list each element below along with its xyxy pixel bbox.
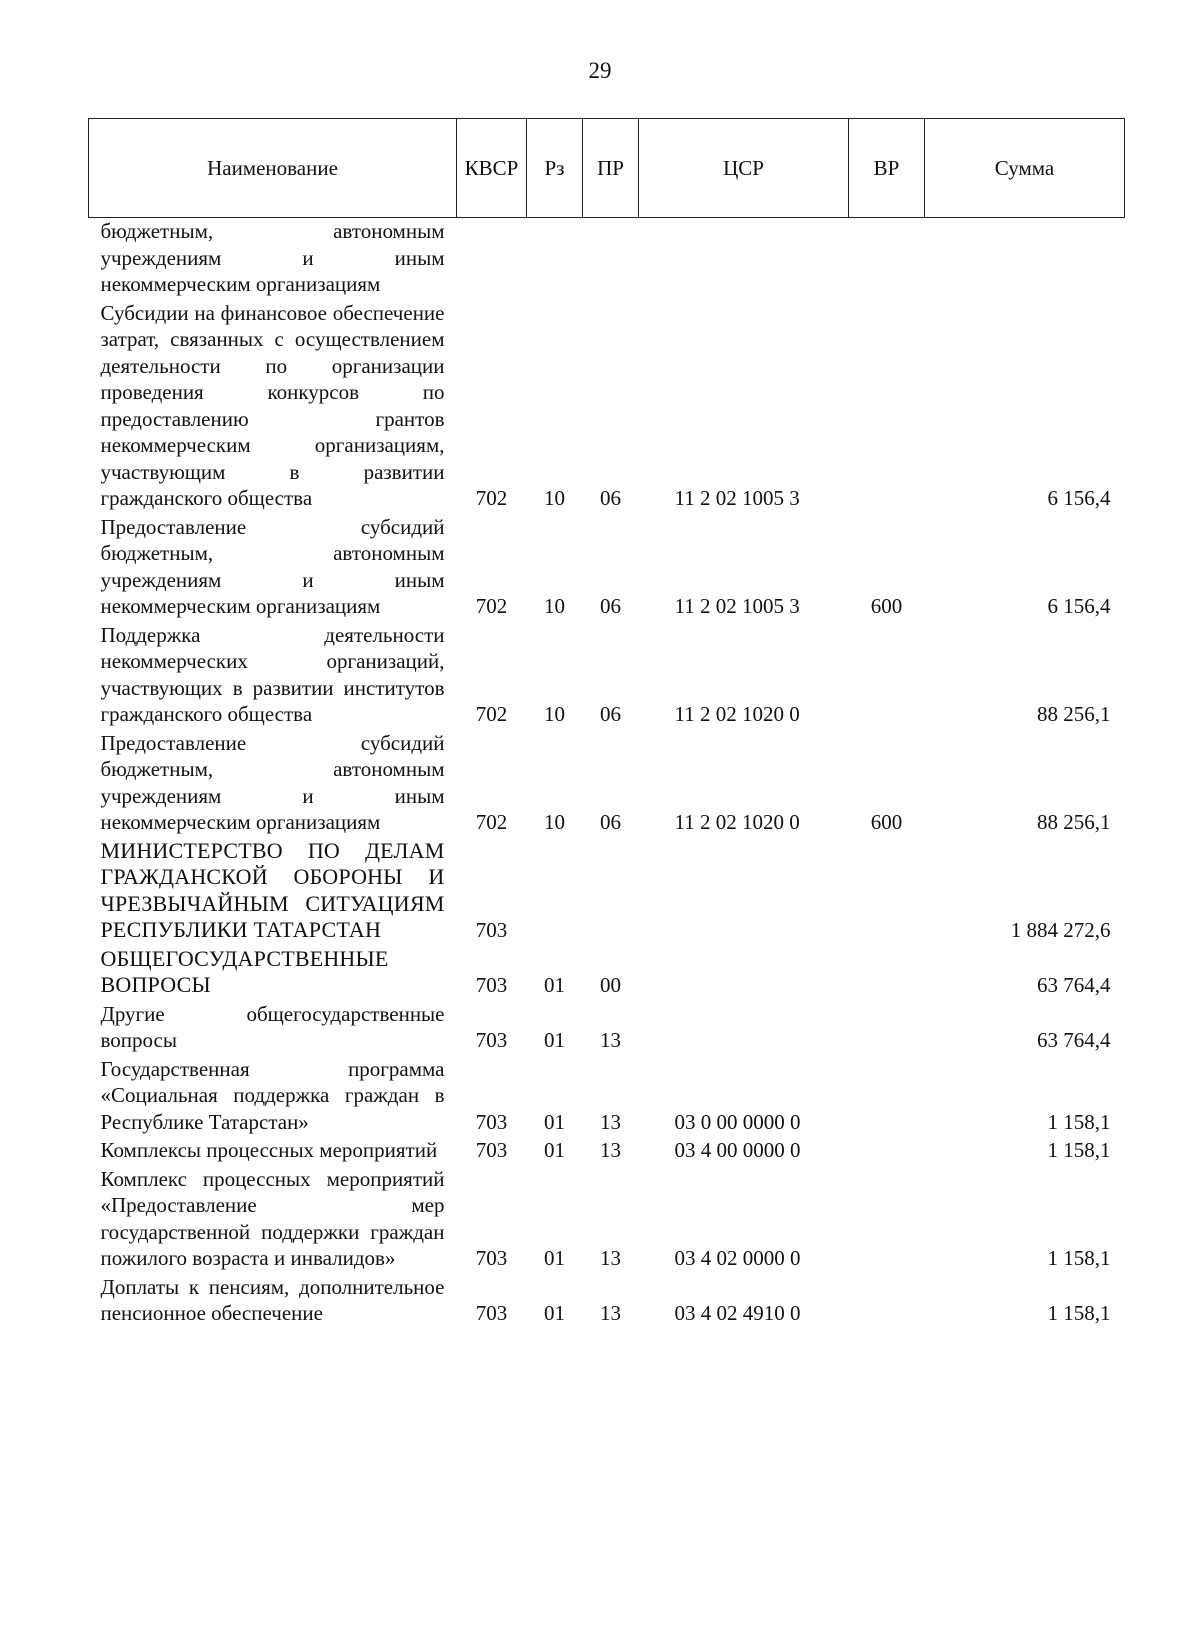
cell-pr: 06	[600, 702, 621, 726]
cell-kvsr	[457, 218, 527, 300]
cell-vr	[849, 1166, 925, 1274]
cell-vr	[849, 1056, 925, 1138]
cell-kvsr: 702	[475, 594, 508, 618]
cell-vr	[849, 1137, 925, 1166]
cell-name: Государственная программа «Социальная поддержка граждан в Республике Татарстан»	[100, 1056, 445, 1134]
cell-rz: 10	[544, 702, 565, 726]
table-row	[89, 730, 1125, 838]
table-row	[89, 218, 1125, 300]
cell-rz: 01	[544, 1246, 565, 1270]
cell-csr	[639, 218, 849, 300]
cell-rz: 01	[544, 1301, 565, 1325]
cell-pr: 13	[600, 1109, 621, 1134]
table-row	[89, 946, 1125, 1001]
cell-rz	[527, 838, 583, 946]
cell-sum: 1 158,1	[1047, 1109, 1111, 1134]
cell-pr: 13	[600, 1138, 621, 1162]
cell-rz: 01	[544, 1109, 565, 1134]
table-row	[89, 1166, 1125, 1274]
cell-pr: 13	[600, 1028, 621, 1052]
cell-name: Предоставление субсидий бюджетным, автономным учреждениям и иным некоммерческим организациям	[100, 730, 445, 834]
cell-name: Субсидии на финансовое обеспечение затрат, связанных с осуществлением деятельности по организации проведения конкурсов по предоставлению грантов некоммерческим организациям, участвующим в развитии гражданского общества	[100, 300, 445, 510]
cell-rz: 01	[544, 1028, 565, 1052]
header-vr: ВР	[849, 119, 925, 218]
cell-rz: 10	[544, 486, 565, 510]
cell-name: ОБЩЕГОСУДАРСТВЕННЫЕ ВОПРОСЫ	[100, 945, 389, 997]
table-row	[89, 1137, 1125, 1166]
cell-csr	[639, 838, 849, 946]
cell-sum: 88 256,1	[1037, 810, 1111, 834]
cell-csr	[639, 1001, 849, 1056]
cell-sum: 6 156,4	[1047, 486, 1111, 510]
cell-sum	[925, 218, 1125, 300]
cell-kvsr: 703	[475, 1246, 508, 1270]
cell-name: Доплаты к пенсиям, дополнительное пенсионное обеспечение	[100, 1274, 445, 1325]
table-header-row	[89, 119, 1125, 218]
cell-sum: 1 158,1	[1047, 1138, 1111, 1162]
table-row	[89, 1001, 1125, 1056]
table-row	[89, 514, 1125, 622]
cell-sum: 1 884 272,6	[1010, 918, 1111, 942]
cell-name: Предоставление субсидий бюджетным, автономным учреждениям и иным некоммерческим организациям	[100, 514, 445, 618]
cell-csr: 11 2 02 1005 3	[674, 594, 800, 618]
cell-vr	[849, 300, 925, 514]
header-csr: ЦСР	[639, 119, 849, 218]
cell-csr: 11 2 02 1020 0	[674, 810, 800, 834]
cell-kvsr: 703	[475, 973, 508, 997]
cell-sum: 1 158,1	[1047, 1301, 1111, 1325]
cell-rz: 10	[544, 810, 565, 834]
table-body	[89, 218, 1125, 1329]
cell-kvsr: 703	[475, 1109, 508, 1134]
cell-csr: 03 4 00 0000 0	[674, 1138, 801, 1162]
cell-sum: 6 156,4	[1047, 594, 1111, 618]
cell-vr	[849, 1274, 925, 1329]
cell-kvsr: 703	[475, 1301, 508, 1325]
cell-pr: 06	[600, 594, 621, 618]
cell-pr: 13	[600, 1301, 621, 1325]
page-number: 29	[588, 58, 612, 83]
cell-vr	[849, 1001, 925, 1056]
cell-sum: 1 158,1	[1047, 1246, 1111, 1270]
budget-table	[88, 118, 1125, 1329]
cell-rz	[527, 218, 583, 300]
table-row	[89, 1056, 1125, 1138]
cell-rz: 01	[544, 973, 565, 997]
cell-csr: 03 0 00 0000 0	[674, 1109, 801, 1134]
cell-rz: 10	[544, 594, 565, 618]
cell-vr: 600	[870, 810, 903, 834]
cell-pr: 00	[600, 973, 621, 997]
cell-vr	[849, 946, 925, 1001]
cell-rz: 01	[544, 1138, 565, 1162]
cell-csr: 03 4 02 4910 0	[674, 1301, 801, 1325]
cell-sum: 63 764,4	[1037, 973, 1111, 997]
cell-name: Другие общегосударственные вопросы	[100, 1001, 445, 1052]
cell-sum: 88 256,1	[1037, 702, 1111, 726]
cell-kvsr: 703	[475, 918, 508, 942]
cell-kvsr: 702	[475, 486, 508, 510]
cell-pr: 13	[600, 1246, 621, 1270]
header-name: Наименование	[89, 119, 457, 218]
table-row	[89, 1274, 1125, 1329]
cell-csr: 11 2 02 1005 3	[674, 486, 800, 510]
header-sum: Сумма	[925, 119, 1125, 218]
header-rz: Рз	[527, 119, 583, 218]
cell-csr	[639, 946, 849, 1001]
table-row	[89, 300, 1125, 514]
cell-kvsr: 702	[475, 702, 508, 726]
cell-sum: 63 764,4	[1037, 1028, 1111, 1052]
header-pr: ПР	[583, 119, 639, 218]
table-row	[89, 838, 1125, 946]
cell-csr: 03 4 02 0000 0	[674, 1246, 801, 1270]
table-row	[89, 622, 1125, 730]
cell-pr	[583, 838, 639, 946]
cell-name: Комплекс процессных мероприятий «Предоставление мер государственной поддержки граждан пожилого возраста и инвалидов»	[100, 1166, 445, 1270]
header-kvsr: КВСР	[457, 119, 527, 218]
cell-vr: 600	[870, 594, 903, 618]
cell-name: Комплексы процессных мероприятий	[100, 1138, 438, 1162]
cell-pr	[583, 218, 639, 300]
cell-name: бюджетным, автономным учреждениям и иным некоммерческим организациям	[100, 219, 445, 296]
cell-vr	[849, 838, 925, 946]
cell-kvsr: 702	[475, 810, 508, 834]
cell-pr: 06	[600, 486, 621, 510]
cell-name: МИНИСТЕРСТВО ПО ДЕЛАМ ГРАЖДАНСКОЙ ОБОРОНЫ И ЧРЕЗВЫЧАЙНЫМ СИТУАЦИЯМ РЕСПУБЛИКИ ТАТАРСТАН	[100, 837, 445, 942]
cell-kvsr: 703	[475, 1138, 508, 1162]
cell-pr: 06	[600, 810, 621, 834]
cell-vr	[849, 218, 925, 300]
cell-csr: 11 2 02 1020 0	[674, 702, 800, 726]
cell-vr	[849, 622, 925, 730]
cell-name: Поддержка деятельности некоммерческих организаций, участвующих в развитии институтов гражданского общества	[100, 622, 445, 726]
cell-kvsr: 703	[475, 1028, 508, 1052]
